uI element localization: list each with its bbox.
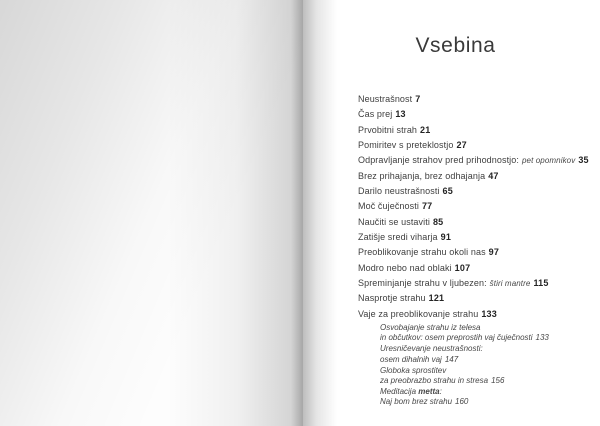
toc-entry bbox=[358, 215, 596, 230]
sub-line2-text: in občutkov: osem preprostih vaj čuječnosti bbox=[380, 333, 533, 343]
entry-label: Odpravljanje strahov pred prihodnostjo: bbox=[358, 155, 519, 166]
entry-label: Zatišje sredi viharja bbox=[358, 232, 438, 243]
entry-label: Prvobitni strah bbox=[358, 124, 418, 135]
entry-page-number: 21 bbox=[420, 124, 431, 135]
entry-label: Preoblikovanje strahu okoli nas bbox=[358, 247, 486, 258]
sub-line2-text: osem dihalnih vaj bbox=[380, 354, 442, 364]
entry-label: Nasprotje strahu bbox=[358, 293, 426, 304]
toc-entry bbox=[358, 184, 596, 199]
toc-entry bbox=[358, 92, 596, 107]
entry-page-number: 107 bbox=[454, 262, 471, 273]
entry-detail: pet opomnikov bbox=[522, 156, 576, 166]
entry-page-number: 27 bbox=[456, 140, 467, 151]
entry-page-number: 7 bbox=[415, 94, 421, 104]
entry-page-number: 97 bbox=[488, 247, 500, 258]
entry-page-number: 121 bbox=[428, 293, 445, 304]
sub-entry-page-number: 133 bbox=[535, 333, 549, 343]
toc-entry bbox=[358, 245, 596, 260]
toc-entry bbox=[358, 230, 596, 245]
entry-page-number: 35 bbox=[578, 155, 589, 166]
sub-entry-page-number: 156 bbox=[491, 375, 505, 385]
exercise-sub-entries bbox=[380, 323, 596, 407]
sub-entry-line1 bbox=[380, 366, 596, 376]
entry-page-number: 91 bbox=[440, 232, 452, 243]
toc-entry bbox=[358, 169, 596, 184]
sub-entry-page-number: 147 bbox=[444, 354, 459, 364]
entry-label: Brez prihajanja, brez odhajanja bbox=[358, 170, 486, 181]
entry-label: Modro nebo nad oblaki bbox=[358, 262, 452, 273]
entry-page-number: 65 bbox=[442, 186, 453, 197]
sub-line1-tail: : bbox=[439, 386, 442, 396]
sub-entry-page-number: 160 bbox=[455, 397, 469, 407]
sub-entry-line1 bbox=[380, 387, 596, 397]
spine-shadow bbox=[303, 0, 337, 426]
entry-page-number: 47 bbox=[488, 170, 499, 181]
sub-line2-text: Naj bom brez strahu bbox=[380, 397, 453, 407]
toc-entry bbox=[358, 291, 596, 306]
toc-sub-entry bbox=[380, 344, 596, 365]
sub-line1-bold: metta bbox=[418, 386, 440, 396]
entry-label: Neustrašnost bbox=[358, 94, 413, 104]
sub-line1-text: Meditacija bbox=[380, 386, 419, 396]
entry-detail: štiri mantre bbox=[489, 279, 531, 289]
sub-line1-text: Globoka sprostitev bbox=[380, 365, 447, 375]
sub-entry-line2 bbox=[380, 333, 596, 343]
toc-entry bbox=[358, 153, 596, 168]
toc-entry bbox=[358, 276, 596, 291]
toc-entry bbox=[358, 261, 596, 276]
entry-label: Čas prej bbox=[358, 109, 393, 120]
toc-entry bbox=[358, 307, 596, 322]
sub-line1-text: Uresničevanje neustrašnosti: bbox=[380, 344, 483, 354]
entry-page-number: 77 bbox=[421, 201, 433, 212]
toc-sub-entry bbox=[380, 366, 596, 387]
sub-entry-line2 bbox=[380, 355, 596, 365]
entry-label: Moč čuječnosti bbox=[358, 201, 419, 212]
entry-label: Darilo neustrašnosti bbox=[358, 186, 440, 197]
sub-entry-line2 bbox=[380, 376, 596, 386]
entry-page-number: 13 bbox=[395, 109, 406, 120]
table-of-contents bbox=[358, 92, 596, 408]
toc-entry bbox=[358, 138, 596, 153]
entry-page-number: 133 bbox=[481, 308, 497, 319]
sub-entry-line1 bbox=[380, 344, 596, 354]
entry-page-number: 115 bbox=[533, 278, 549, 289]
sub-line2-text: za preobrazbo strahu in stresa bbox=[380, 375, 489, 385]
entry-label: Naučiti se ustaviti bbox=[358, 216, 430, 227]
toc-sub-entry bbox=[380, 387, 596, 408]
toc-sub-entry bbox=[380, 323, 596, 344]
toc-entry bbox=[358, 123, 596, 138]
right-contents-page bbox=[303, 0, 600, 426]
toc-entry bbox=[358, 107, 596, 122]
entry-label: Pomiritev s preteklostjo bbox=[358, 140, 454, 151]
entry-label: Vaje za preoblikovanje strahu bbox=[358, 308, 479, 319]
sub-line1-text: Osvobajanje strahu iz telesa bbox=[380, 323, 481, 333]
entry-label: Spreminjanje strahu v ljubezen: bbox=[358, 278, 487, 289]
sub-entry-line1 bbox=[380, 323, 596, 333]
page-title: Vsebina bbox=[415, 34, 496, 57]
toc-entry bbox=[358, 199, 596, 214]
sub-entry-line2 bbox=[380, 397, 596, 407]
entry-page-number: 85 bbox=[432, 216, 444, 227]
